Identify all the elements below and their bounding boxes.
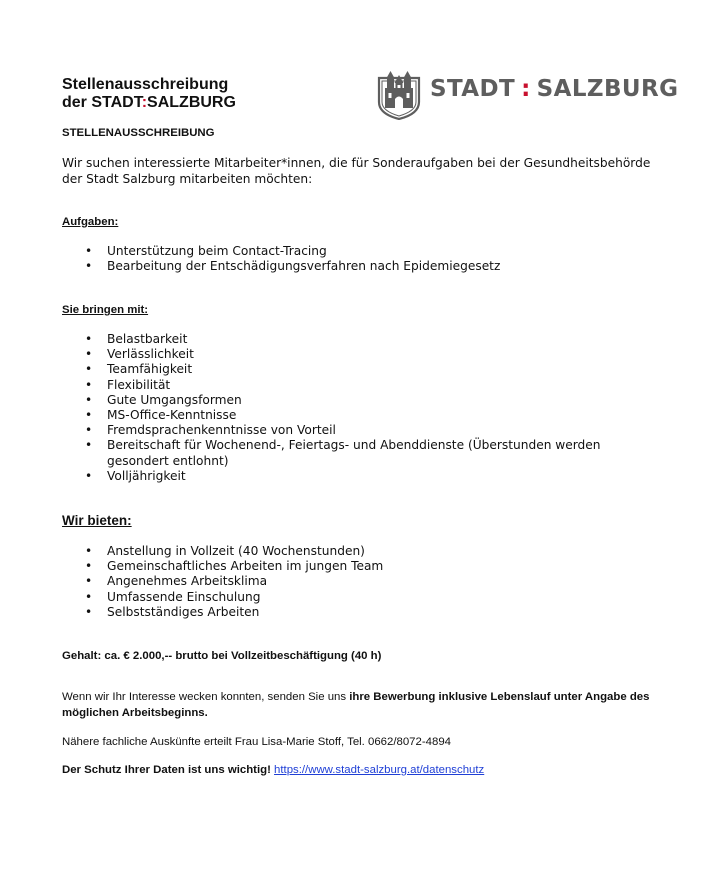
application-text-bold: ihre Bewerbung inklusive Lebenslauf unter Angabe des möglichen Arbeitsbeginns. — [62, 691, 650, 719]
list-item: • Umfassende Einschulung — [62, 590, 632, 605]
title-colon: : — [141, 94, 148, 111]
contact-info: Nähere fachliche Auskünfte erteilt Frau Lisa-Marie Stoff, Tel. 0662/8072-4894 — [62, 736, 451, 748]
intro-text: Wir suchen interessierte Mitarbeiter*innen, die für Sonderaufgaben bei der Gesundheitsbehörde der Stadt Salzburg mitarbeiten möchten: — [62, 156, 651, 186]
privacy-link[interactable]: https://www.stadt-salzburg.at/datenschutz — [274, 764, 485, 776]
list-item: • Gute Umgangsformen — [62, 393, 632, 408]
title-line-2 — [62, 94, 236, 112]
document-title — [62, 76, 236, 112]
salary-line: Gehalt: ca. € 2.000,-- brutto bei Vollzeitbeschäftigung (40 h) — [62, 650, 382, 662]
logo-word-stadt: STADT — [430, 76, 516, 102]
list-item: • Anstellung in Vollzeit (40 Wochenstunden) — [62, 544, 632, 559]
logo-wordmark — [430, 76, 678, 102]
title-city-name: SALZBURG — [147, 94, 236, 111]
list-item: • Belastbarkeit — [62, 332, 632, 347]
privacy-notice — [62, 763, 662, 779]
list-item: • MS-Office-Kenntnisse — [62, 408, 632, 423]
title-line-1: Stellenausschreibung — [62, 76, 229, 93]
aufgaben-list — [62, 244, 632, 274]
list-item: • Angenehmes Arbeitsklima — [62, 574, 632, 589]
sie-bringen-mit-label: Sie bringen mit: — [62, 304, 149, 316]
sie-bringen-mit-list — [62, 332, 632, 484]
list-item: • Bearbeitung der Entschädigungsverfahren nach Epidemiegesetz — [62, 259, 632, 274]
list-item: • Unterstützung beim Contact-Tracing — [62, 244, 632, 259]
wir-bieten-label: Wir bieten: — [62, 513, 132, 528]
section-heading: STELLENAUSSCHREIBUNG — [62, 127, 215, 139]
application-text: Wenn wir Ihr Interesse wecken konnten, senden Sie uns — [62, 691, 350, 703]
list-item: • Selbstständiges Arbeiten — [62, 605, 632, 620]
wir-bieten-list — [62, 544, 632, 620]
logo-separator: : — [521, 76, 531, 102]
application-instructions — [62, 690, 662, 721]
list-item: • Gemeinschaftliches Arbeiten im jungen Team — [62, 559, 632, 574]
list-item: • Flexibilität — [62, 378, 632, 393]
list-item: • Teamfähigkeit — [62, 362, 632, 377]
logo-word-salzburg: SALZBURG — [536, 76, 679, 102]
aufgaben-label: Aufgaben: — [62, 216, 119, 228]
list-item: • Verlässlichkeit — [62, 347, 632, 362]
title-city-prefix: der STADT — [62, 94, 142, 111]
stadt-salzburg-logo — [376, 68, 679, 120]
list-item: • Fremdsprachenkenntnisse von Vorteil — [62, 423, 632, 438]
privacy-text: Der Schutz Ihrer Daten ist uns wichtig! — [62, 764, 271, 776]
coat-of-arms-icon — [376, 68, 422, 120]
list-item: • Volljährigkeit — [62, 469, 632, 484]
list-item: • Bereitschaft für Wochenend-, Feiertags- und Abenddienste (Überstunden werden gesondert entlohnt) — [62, 438, 632, 468]
